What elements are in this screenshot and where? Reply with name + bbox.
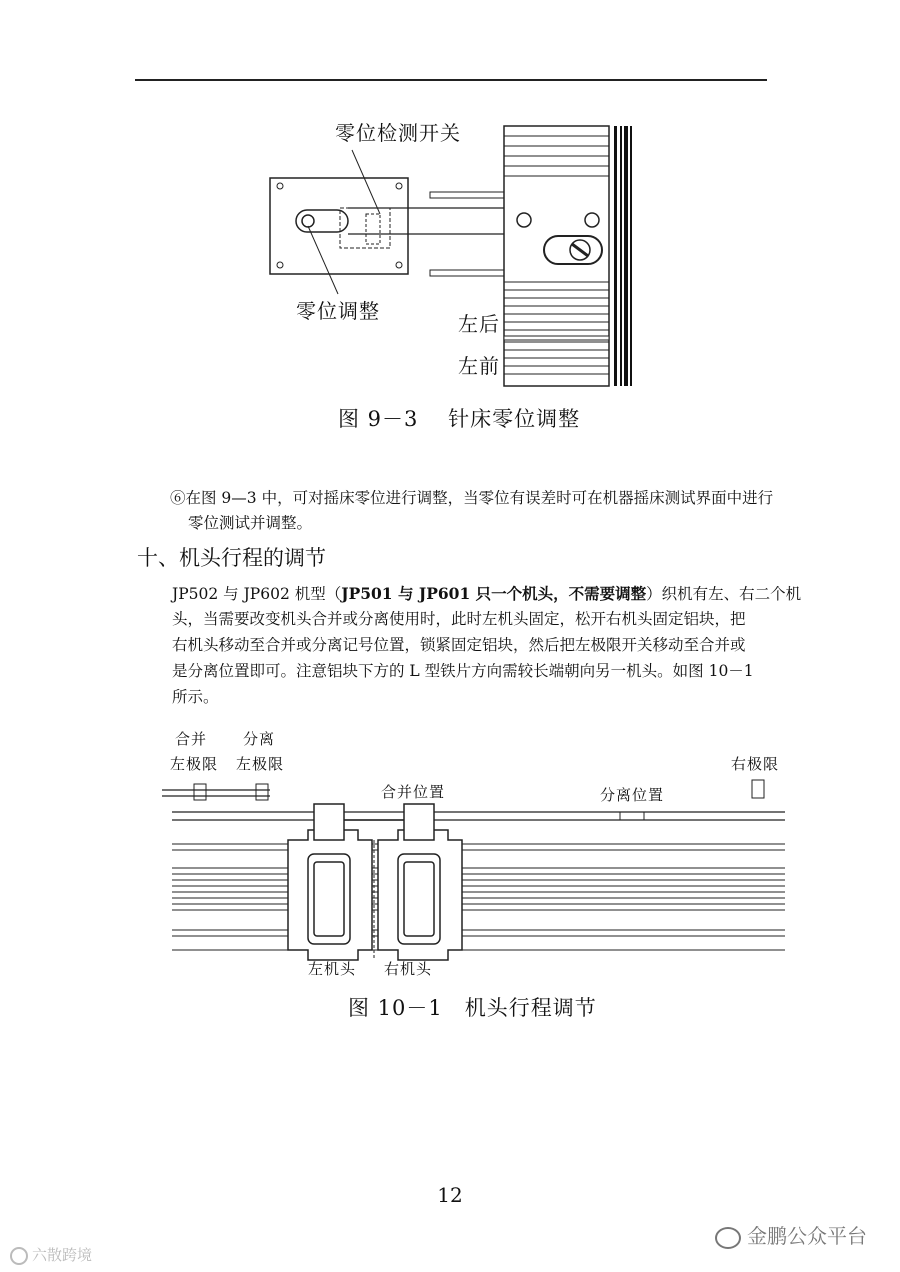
- figure-10-1-caption: 图 10－1 机头行程调节: [348, 996, 597, 1020]
- line1-pre: JP502 与 JP602 机型（: [172, 585, 342, 603]
- watermark-logo-icon: [10, 1247, 28, 1265]
- label-zero-adjust: 零位调整: [296, 299, 380, 323]
- section-10-line-3: 右机头移动至合并或分离记号位置，锁紧固定铝块，然后把左极限开关移动至合并或: [172, 636, 746, 654]
- watermark-left: [10, 1244, 92, 1265]
- figure-9-3-caption: 图 9－3 针床零位调整: [338, 407, 581, 431]
- wechat-icon: [715, 1227, 741, 1249]
- section-10-line-2: 头，当需要改变机头合并或分离使用时，此时左机头固定，松开右机头固定铝块，把: [172, 610, 746, 628]
- label-merge: 合并: [175, 730, 208, 748]
- label-left-limit-separate: 左极限: [236, 755, 285, 773]
- label-separate: 分离: [243, 730, 276, 748]
- label-right-head: 右机头: [384, 960, 433, 978]
- header-rule: [135, 79, 767, 81]
- label-separate-position: 分离位置: [600, 786, 665, 804]
- section-10-heading: 十、机头行程的调节: [137, 546, 326, 570]
- watermark-right-text: 金鹏公众平台: [747, 1224, 867, 1248]
- watermark-left-text: 六散跨境: [32, 1246, 93, 1264]
- label-left-front: 左前: [458, 354, 500, 378]
- note-6-line-1: ⑥在图 9—3 中，可对摇床零位进行调整，当零位有误差时可在机器摇床测试界面中进行: [170, 489, 774, 507]
- label-left-head: 左机头: [308, 960, 357, 978]
- label-merge-position: 合并位置: [381, 783, 446, 801]
- label-right-limit: 右极限: [731, 755, 780, 773]
- watermark-right: [715, 1220, 867, 1249]
- line1-post: ）织机有左、右二个机: [646, 585, 802, 603]
- line1-bold: JP501 与 JP601 只一个机头，不需要调整: [341, 584, 647, 603]
- section-10-line-1: [172, 580, 801, 608]
- note-6-line-2: 零位测试并调整。: [188, 514, 313, 532]
- label-zero-detect-switch: 零位检测开关: [335, 121, 461, 145]
- label-left-back: 左后: [458, 312, 500, 336]
- section-10-line-4: 是分离位置即可。注意铝块下方的 L 型铁片方向需较长端朝向另一机头。如图 10－1: [172, 662, 754, 680]
- section-10-line-5: 所示。: [172, 688, 219, 706]
- label-left-limit-merge: 左极限: [170, 755, 219, 773]
- page-number: 12: [437, 1183, 463, 1207]
- figure-9-3-diagram: [262, 110, 642, 390]
